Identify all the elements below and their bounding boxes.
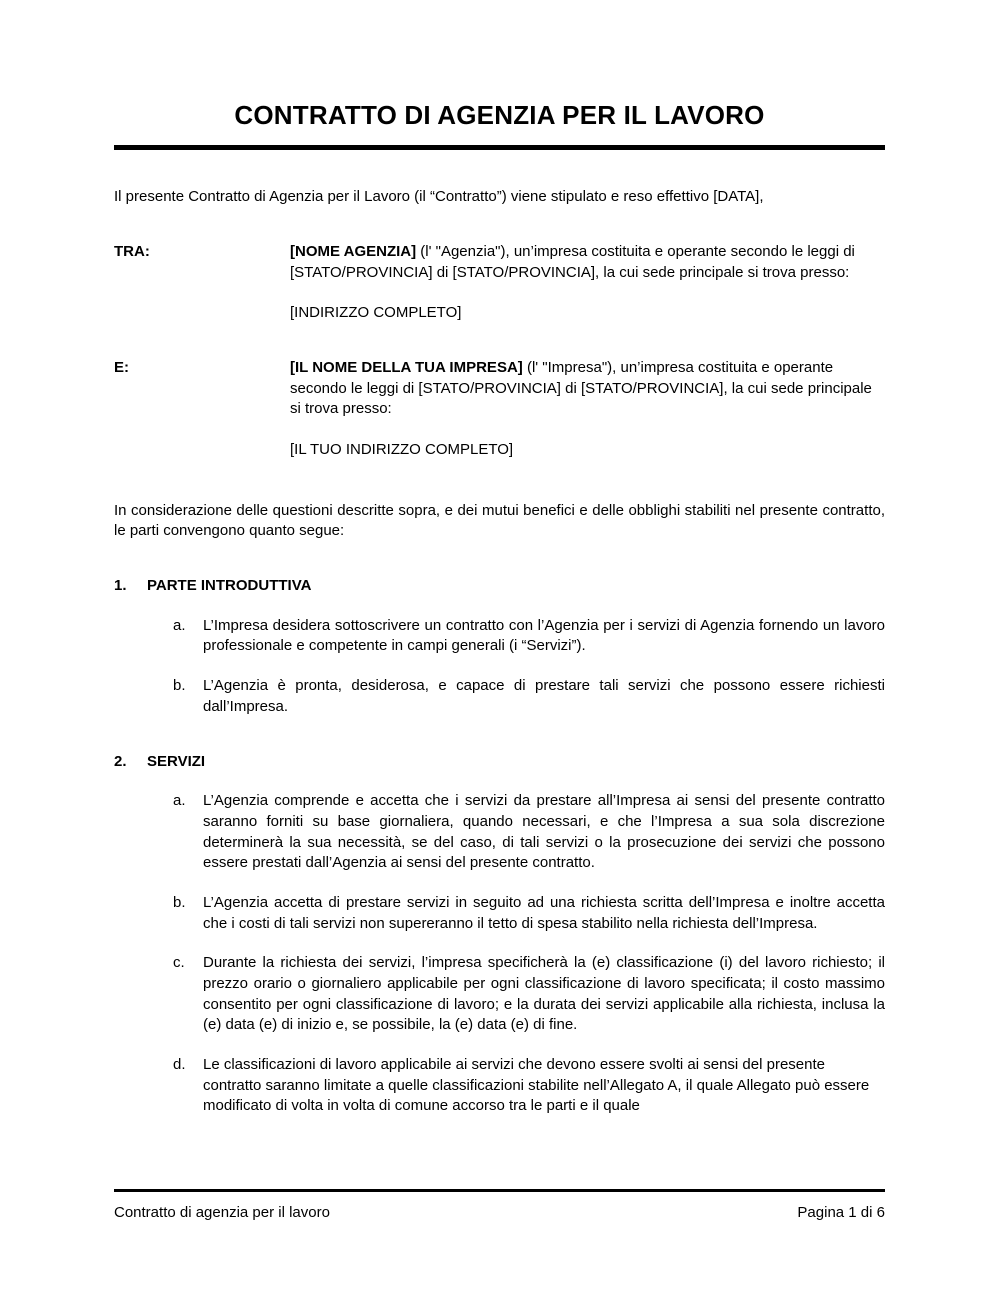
section-1-heading	[114, 576, 885, 597]
list-item	[114, 953, 885, 1036]
document-content	[114, 0, 885, 1117]
list-item-text: L’Agenzia comprende e accetta che i servizi da prestare all’Impresa ai sensi del presente contratto saranno forniti su base giornaliera, quando necessari, e che l’Impresa a sua sola discrezione determinerà la sua necessità, se del caso, di tali servizi o la prosecuzione dei servizi che possono essere prestati dall’Agenzia ai sensi del presente contratto.	[203, 792, 885, 872]
section-1-title: PARTE INTRODUTTIVA	[147, 577, 312, 595]
page-footer	[114, 1189, 885, 1224]
list-item-marker: a.	[173, 792, 186, 810]
party-address-agency: [INDIRIZZO COMPLETO]	[290, 304, 462, 322]
footer-document-name: Contratto di agenzia per il lavoro	[114, 1204, 330, 1221]
list-item	[114, 616, 885, 657]
footer-row	[114, 1192, 885, 1224]
recital-paragraph: In considerazione delle questioni descritte sopra, e dei mutui benefici e delle obblighi stabiliti nel presente contratto, le parti convengono quanto segue:	[114, 501, 885, 540]
party-name-company: [IL NOME DELLA TUA IMPRESA]	[290, 358, 523, 376]
party-description-company	[290, 358, 885, 420]
party-address-company: [IL TUO INDIRIZZO COMPLETO]	[290, 441, 514, 458]
section-1	[114, 576, 885, 717]
list-item-text: L’Impresa desidera sottoscrivere un contratto con l’Agenzia per i servizi di Agenzia fornendo un lavoro professionale e competente in campi generali (i “Servizi”).	[203, 616, 885, 655]
party-block-agency	[114, 242, 885, 324]
list-item-text: L’Agenzia è pronta, desiderosa, e capace di prestare tali servizi che possono essere richiesti dall’Impresa.	[203, 677, 885, 715]
party-body-company	[290, 358, 885, 461]
list-item-text: Durante la richiesta dei servizi, l’impresa specificherà la (e) classificazione (i) del lavoro richiesto; il prezzo orario o giornaliero applicabile per ogni classificazione di lavoro specificata; il costo massimo consentito per ogni classificazione di lavoro; e la durata dei servizi applicabile alla richiesta, inclusa la (e) data (e) di inizio e, se possibile, la (e) data (e) di fine.	[203, 954, 885, 1034]
section-2-title: SERVIZI	[147, 752, 206, 770]
party-label-tra: TRA:	[114, 242, 150, 260]
party-label-e: E:	[114, 358, 129, 376]
list-item-marker: a.	[173, 616, 186, 634]
section-2-number: 2.	[114, 752, 127, 770]
list-item-marker: d.	[173, 1056, 186, 1074]
party-description-agency	[290, 242, 885, 283]
section-2-items	[114, 791, 885, 1117]
footer-page-number: Pagina 1 di 6	[797, 1204, 885, 1221]
title-divider	[114, 145, 885, 150]
party-name-agency: [NOME AGENZIA]	[290, 242, 417, 260]
list-item	[114, 893, 885, 934]
list-item-marker: b.	[173, 677, 186, 695]
list-item-marker: b.	[173, 893, 186, 911]
page-title: CONTRATTO DI AGENZIA PER IL LAVORO	[234, 100, 765, 130]
list-item-text: L’Agenzia accetta di prestare servizi in seguito ad una richiesta scritta dell’Impresa e inoltre accetta che i costi di tali servizi non supereranno il tetto di spesa stabilito nella richiesta dell’Impresa.	[203, 893, 885, 932]
list-item	[114, 791, 885, 874]
party-block-company	[114, 358, 885, 461]
list-item-marker: c.	[173, 954, 185, 972]
intro-paragraph: Il presente Contratto di Agenzia per il Lavoro (il “Contratto”) viene stipulato e reso effettivo [DATA],	[114, 188, 764, 206]
list-item-text: Le classificazioni di lavoro applicabile ai servizi che devono essere svolti ai sensi del presente contratto saranno limitate a quelle classificazioni stabilite nell’Allegato A, il quale Allegato può essere modificato di volta in volta di comune accorso tra le parti e il quale	[203, 1056, 870, 1115]
section-1-number: 1.	[114, 577, 127, 595]
section-2-heading	[114, 752, 885, 773]
party-description-text-agency: (l' "Agenzia"), un’impresa costituita e operante secondo le leggi di [STATO/PROVINCIA] di [STATO/PROVINCIA], la cui sede principale si trova presso:	[290, 242, 855, 281]
section-2	[114, 752, 885, 1118]
list-item	[114, 676, 885, 717]
section-1-items	[114, 616, 885, 718]
party-body-agency	[290, 242, 885, 324]
list-item	[114, 1055, 885, 1117]
party-description-text-company: (l' "Impresa"), un’impresa costituita e operante secondo le leggi di [STATO/PROVINCIA] di [STATO/PROVINCIA], la cui sede principale si trova presso:	[290, 358, 872, 418]
